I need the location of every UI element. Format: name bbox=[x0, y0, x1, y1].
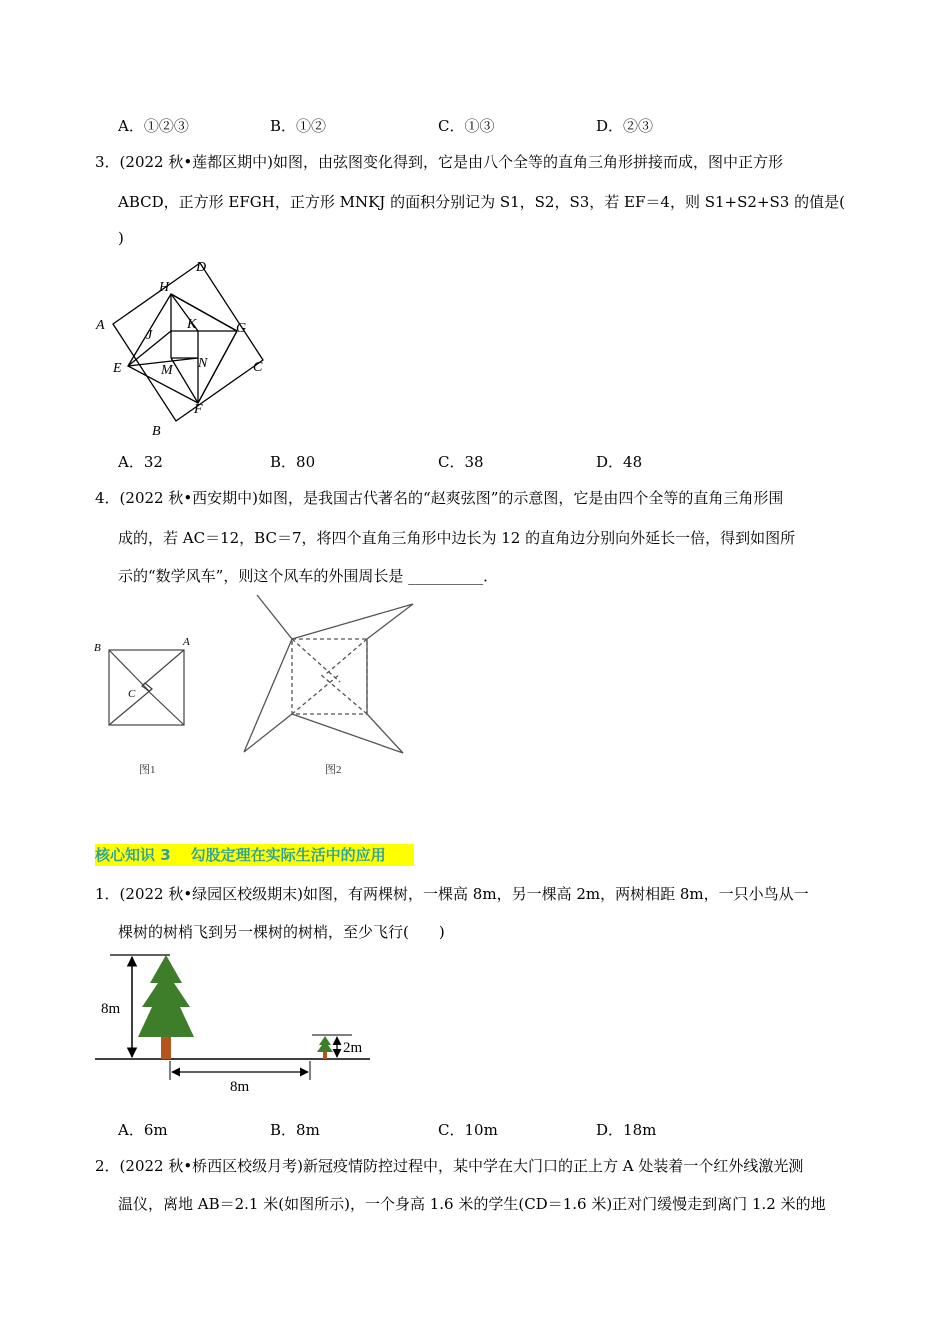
q5-line-2: 棵树的树梢飞到另一棵树的树梢，至少飞行( ) bbox=[118, 923, 445, 941]
q4-figure-1 bbox=[90, 632, 210, 782]
section-heading bbox=[95, 844, 414, 866]
tall-tree bbox=[138, 955, 194, 1059]
q3-line-1: 3．(2022 秋•莲都区期中)如图，由弦图变化得到，它是由八个全等的直角三角形拼接而成，图中正方形 bbox=[95, 153, 784, 171]
q4-line-3-text: 示的“数学风车”，则这个风车的外围周长是 bbox=[118, 567, 404, 585]
q4-line-2: 成的，若 AC＝12，BC＝7，将四个直角三角形中边长为 12 的直角边分别向外延长一倍，得到如图所 bbox=[118, 529, 796, 547]
option-a: A．①②③ bbox=[118, 117, 189, 135]
section-subtitle: 勾股定理在实际生活中的应用 bbox=[190, 846, 386, 864]
label-m: M bbox=[161, 363, 173, 378]
label-k: K bbox=[187, 317, 197, 332]
q3-figure bbox=[90, 250, 280, 440]
option-b: B．①② bbox=[270, 117, 327, 135]
distance-label: 8m bbox=[230, 1079, 250, 1095]
q3-option-c: C．38 bbox=[438, 453, 484, 471]
q5-line-1: 1．(2022 秋•绿园区校级期末)如图，有两棵树，一棵高 8m，另一棵高 2m，两树相距 8m，一只小鸟从一 bbox=[95, 885, 809, 903]
short-height-label: 2m bbox=[343, 1040, 363, 1056]
label-e: E bbox=[113, 361, 122, 376]
section-title: 核心知识 3 bbox=[95, 846, 171, 864]
fig1-label-b: B bbox=[94, 642, 101, 654]
q3-option-d: D．48 bbox=[596, 453, 643, 471]
q3-option-b: B．80 bbox=[270, 453, 316, 471]
label-h: H bbox=[159, 280, 170, 295]
fig2-caption: 图2 bbox=[325, 764, 342, 776]
answer-blank: __________ bbox=[408, 567, 484, 585]
windmill-outline bbox=[244, 595, 413, 753]
fig1-label-a: A bbox=[183, 636, 190, 648]
q5-option-d: D．18m bbox=[596, 1121, 657, 1139]
q3-option-a: A．32 bbox=[118, 453, 163, 471]
q4-line-3 bbox=[118, 566, 498, 586]
label-j: J bbox=[146, 328, 153, 343]
q3-line-2: ABCD，正方形 EFGH，正方形 MNKJ 的面积分别记为 S1，S2，S3，若 EF＝4，则 S1+S2+S3 的值是( bbox=[118, 193, 845, 211]
label-n: N bbox=[198, 356, 208, 371]
q5-tree-figure bbox=[90, 945, 380, 1095]
fig1-label-c: C bbox=[128, 688, 136, 700]
short-tree bbox=[317, 1036, 333, 1059]
label-a: A bbox=[96, 318, 105, 333]
q3-line-3: ) bbox=[118, 229, 124, 247]
option-c: C．①③ bbox=[438, 117, 495, 135]
fig1-caption: 图1 bbox=[139, 764, 156, 776]
label-b: B bbox=[152, 424, 161, 439]
q4-line-1: 4．(2022 秋•西安期中)如图，是我国古代著名的“赵爽弦图”的示意图，它是由四个全等的直角三角形围 bbox=[95, 489, 784, 507]
label-g: G bbox=[236, 321, 247, 336]
option-d: D．②③ bbox=[596, 117, 654, 135]
q4-line-3-end: ． bbox=[483, 567, 499, 585]
label-c: C bbox=[253, 360, 263, 375]
label-f: F bbox=[194, 402, 203, 417]
q5-option-b: B．8m bbox=[270, 1121, 320, 1139]
q6-line-1: 2．(2022 秋•桥西区校级月考)新冠疫情防控过程中，某中学在大门口的正上方 A 处装着一个红外线激光测 bbox=[95, 1157, 804, 1175]
label-d: D bbox=[196, 260, 207, 275]
q5-option-a: A．6m bbox=[118, 1121, 168, 1139]
q5-option-c: C．10m bbox=[438, 1121, 498, 1139]
tall-height-label: 8m bbox=[101, 1001, 121, 1017]
q4-figure-2 bbox=[230, 592, 430, 782]
q6-line-2: 温仪，离地 AB＝2.1 米(如图所示)，一个身高 1.6 米的学生(CD＝1.6 米)正对门缓慢走到离门 1.2 米的地 bbox=[118, 1195, 826, 1213]
